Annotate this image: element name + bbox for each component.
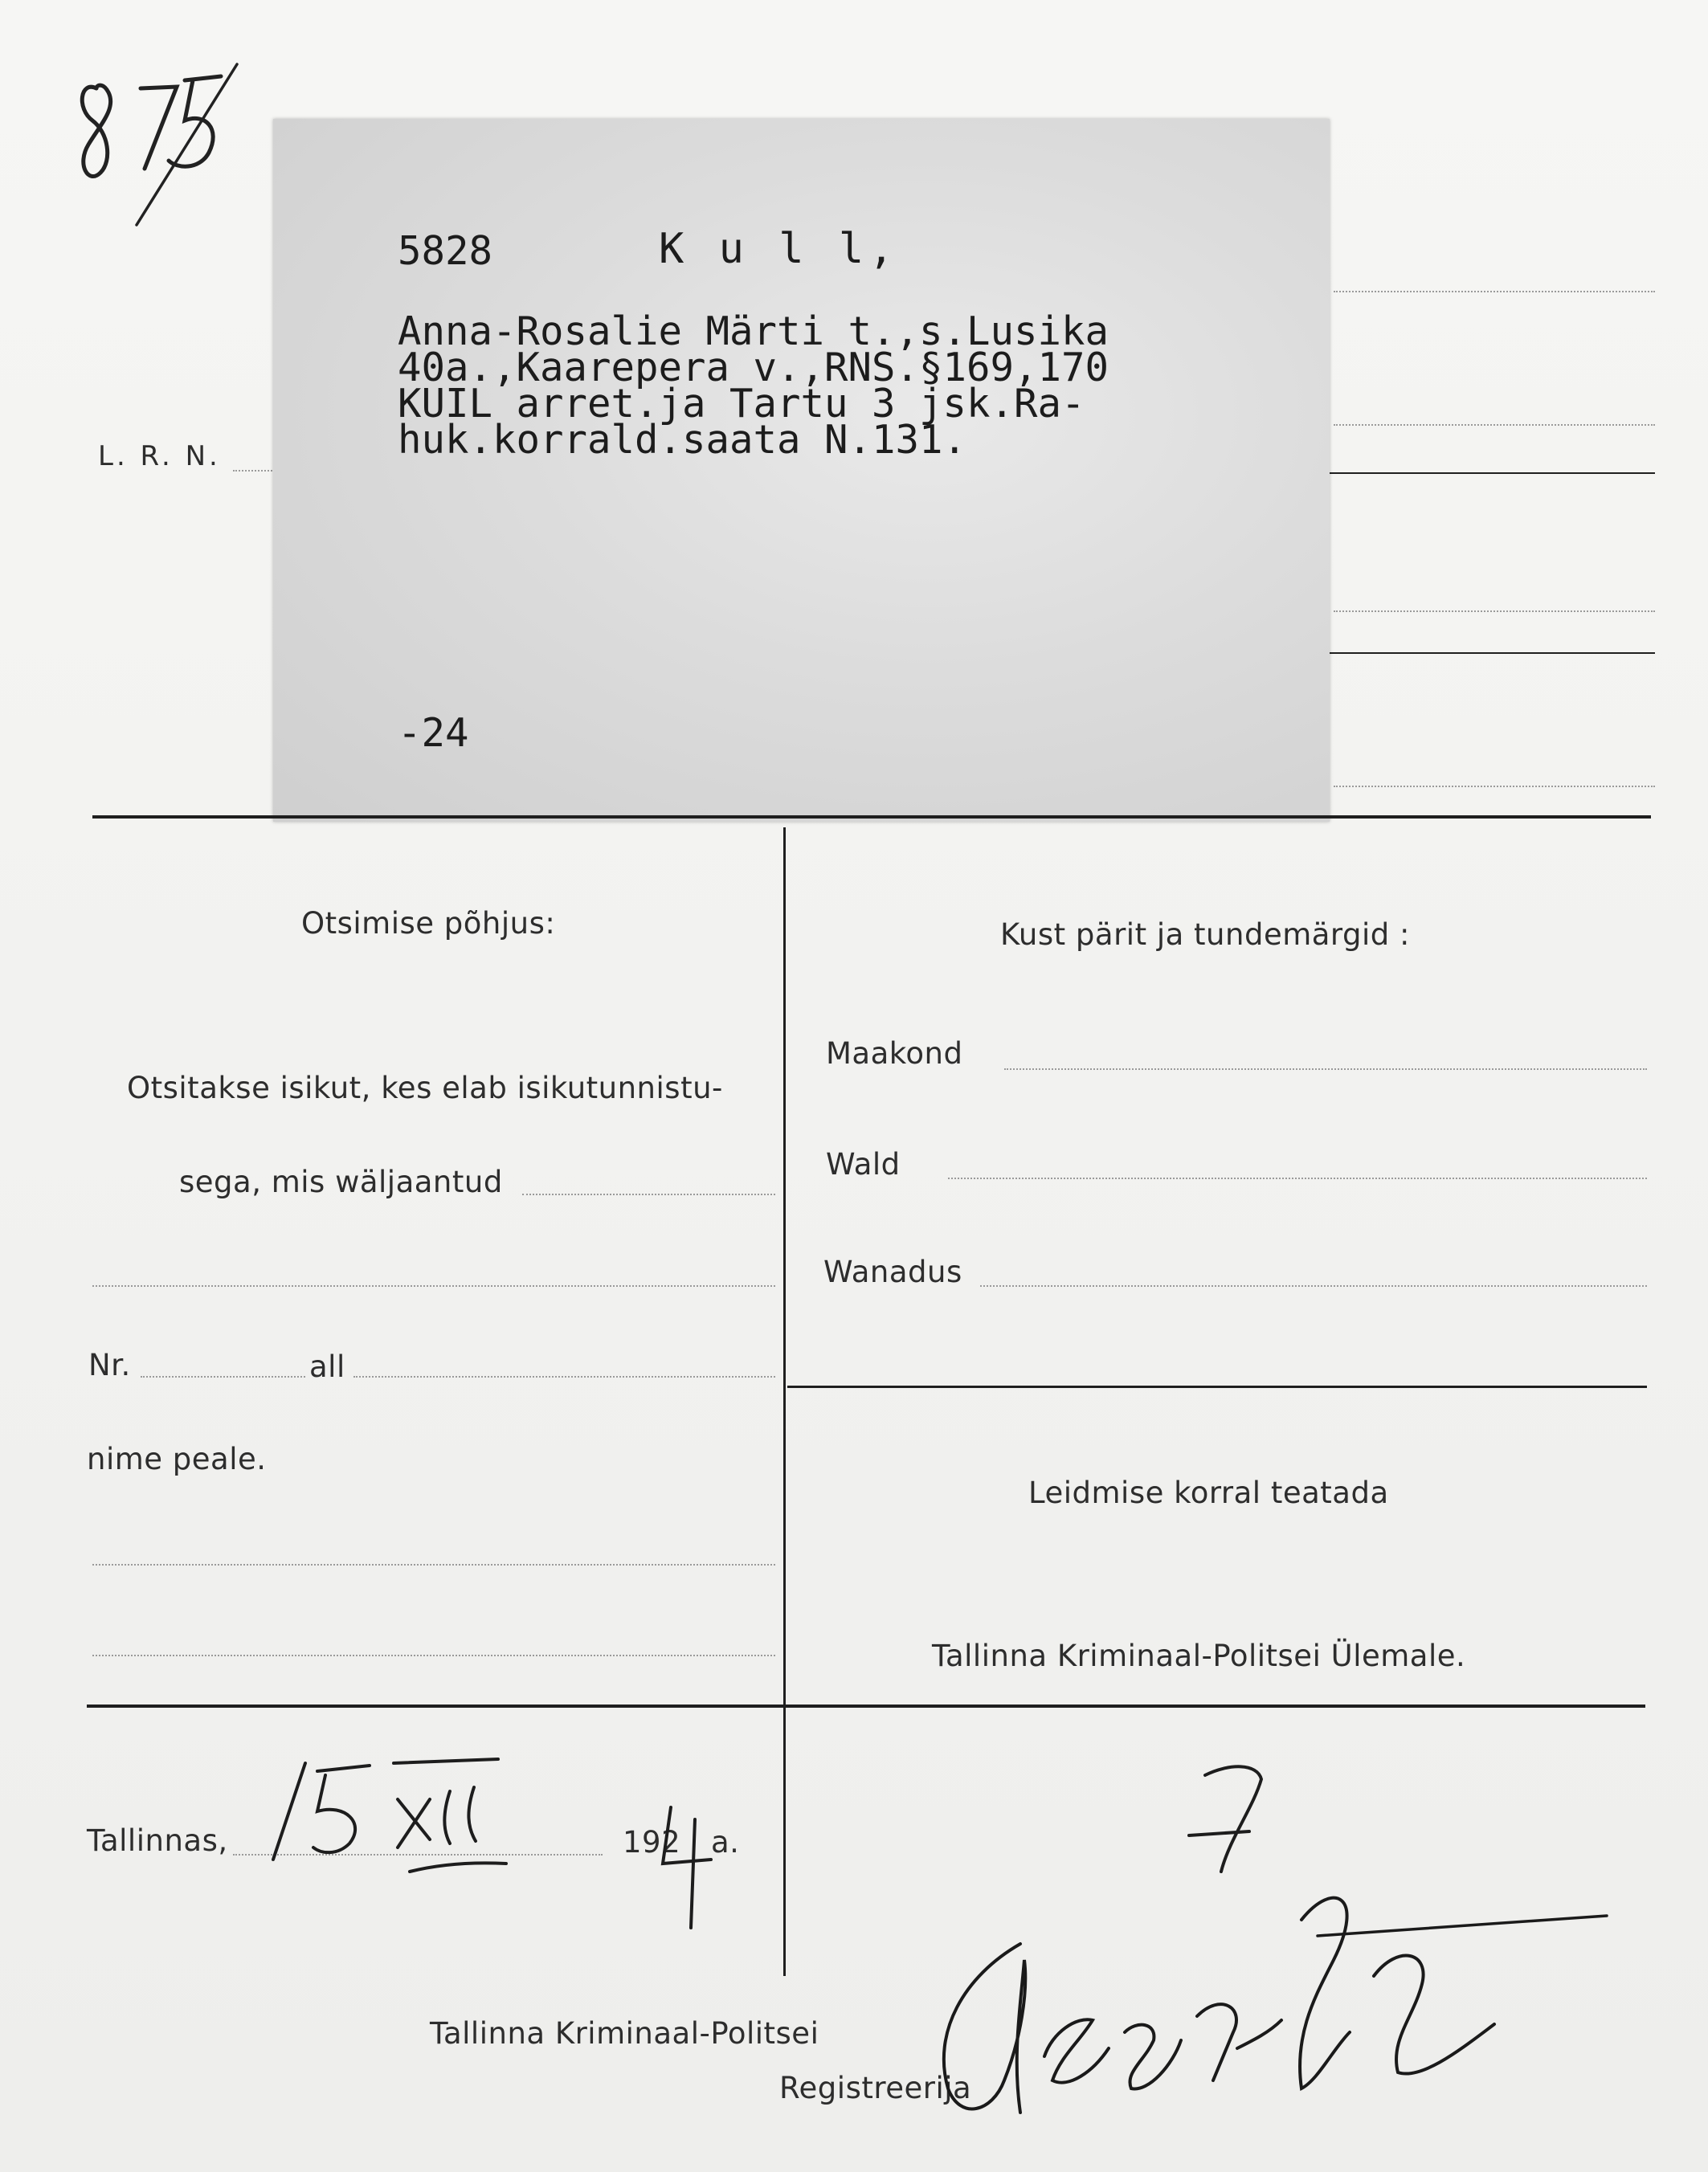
all-label: all [309,1349,345,1384]
nr-dotted-line [141,1376,305,1378]
all-dotted-line [353,1376,775,1378]
wald-label: Wald [826,1147,901,1182]
left-dotted-line [92,1564,775,1566]
maakond-label: Maakond [826,1036,963,1071]
origin-heading: Kust pärit ja tundemärgid : [1000,917,1410,952]
nr-label: Nr. [88,1348,131,1382]
notice-line-1: Leidmise korral teatada [1028,1476,1389,1510]
issued-dotted-line [522,1194,775,1195]
form-rule [1330,652,1655,654]
form-line [1334,291,1655,292]
bottom-section-rule [87,1705,1645,1708]
card-line-4: huk.korrald.saata N.131. [398,417,967,463]
signature-title: Registreerija [779,2071,972,2105]
handwritten-date [257,1743,530,1904]
search-sentence-part2: sega, mis wäljaantud [179,1165,503,1199]
signature-scribble [916,1847,1639,2172]
top-section-rule [92,815,1651,819]
wanadus-label: Wanadus [823,1255,962,1289]
wanadus-dotted-line [980,1285,1647,1287]
card-surname: K u l l, [659,225,899,273]
maakond-dotted-line [1004,1068,1647,1070]
card-line-1: Anna-Rosalie Märti t.,s.Lusika [398,308,1109,354]
place-label: Tallinnas, [87,1823,228,1858]
card-line-3: KUIL arret.ja Tartu 3 jsk.Ra- [398,381,1085,427]
search-sentence-part1: Otsitakse isikut, kes elab isikutunnistu- [127,1071,723,1105]
form-line [1334,786,1655,787]
year-suffix: a. [711,1825,740,1860]
card-number: 5828 [398,228,493,274]
form-line [1334,424,1655,426]
wald-dotted-line [948,1178,1647,1179]
right-middle-rule [787,1386,1647,1388]
form-line [1334,610,1655,612]
center-divider [783,827,786,1976]
year-prefix: 192 [623,1825,681,1860]
handwritten-number [64,32,257,233]
handwritten-year-digit [655,1791,727,1936]
search-reason-heading: Otsimise põhjus: [301,906,556,941]
form-rule [1330,472,1655,474]
card-line-2: 40a.,Kaarepera v.,RNS.§169,170 [398,345,1109,390]
signature-org: Tallinna Kriminaal-Politsei [430,2016,819,2051]
notice-line-2: Tallinna Kriminaal-Politsei Ülemale. [932,1639,1466,1673]
left-dotted-line [92,1285,775,1287]
card-footer-number: -24 [398,710,469,756]
lrn-label: L. R. N. [98,440,221,472]
left-dotted-line [92,1655,775,1656]
index-card [273,119,1330,822]
name-label: nime peale. [87,1442,267,1476]
